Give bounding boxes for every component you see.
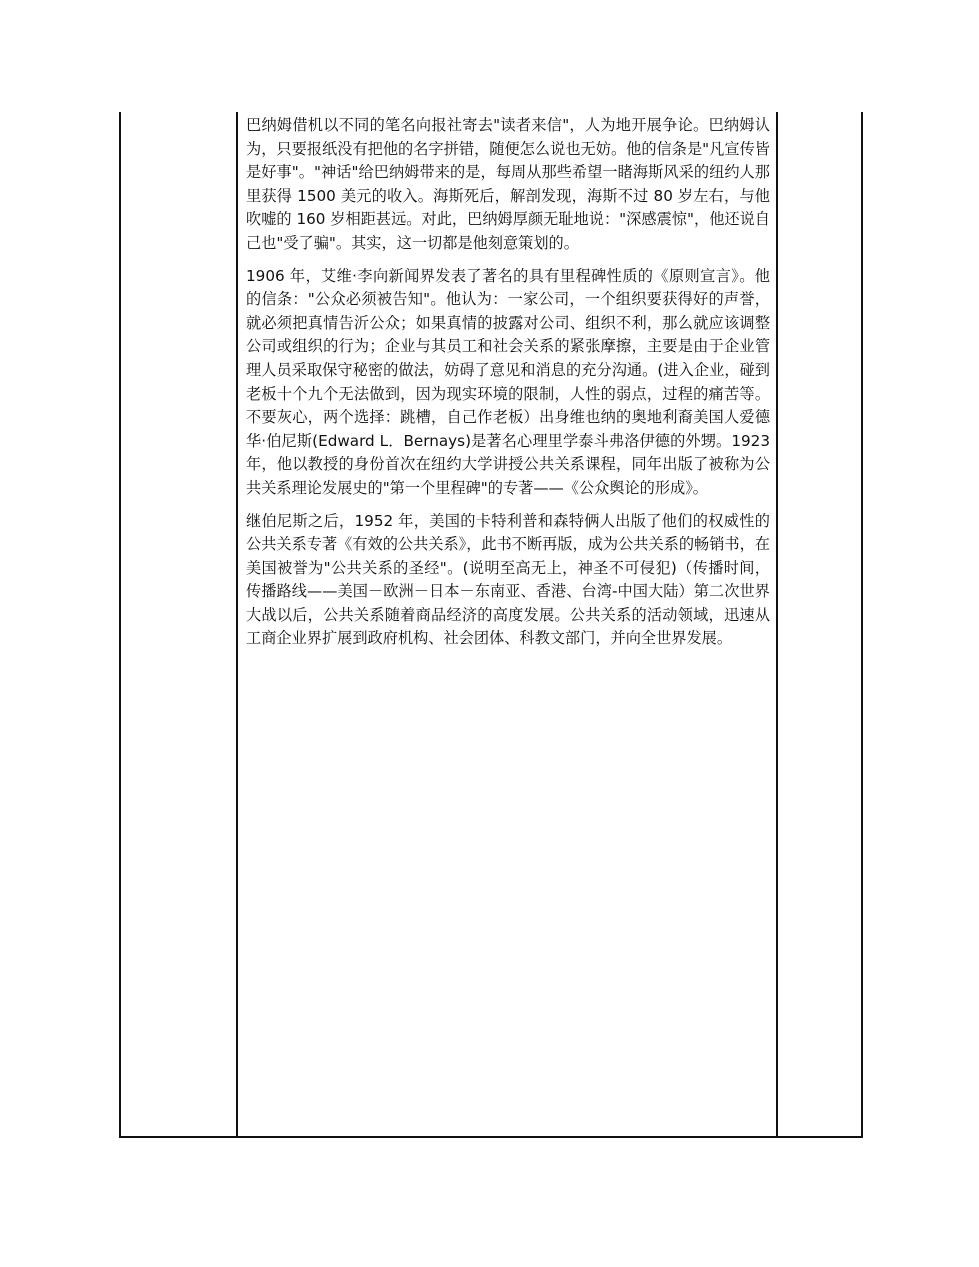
document-table [119, 112, 863, 1138]
content-cell [237, 112, 777, 1137]
paragraph-ivy-lee: 1906 年，艾维·李向新闻界发表了著名的具有里程碑性质的《原则宣言》。他的信条："公众必须被告知"。他认为：一家公司，一个组织要获得好的声誉，就必须把真情告沂公众；如果真情的披露对公司、组织不利，那么就应该调整公司或组织的行为；企业与其员工和社会关系的紧张摩擦，主要是由于企业管理人员采取保守秘密的做法，妨碍了意见和消息的充分沟通。(进入企业，碰到老板十个九个无法做到，因为现实环境的限制，人性的弱点，过程的痛苦等。不要灰心，两个选择：跳槽，自己作老板）出身维也纳的奥地利裔美国人爱德华·伯尼斯(Edward L．Bernays)是著名心理里学泰斗弗洛伊德的外甥。1923 年，他以教授的身份首次在纽约大学讲授公共关系课程，同年出版了被称为公共关系理论发展史的"第一个里程碑"的专著——《公众舆论的形成》。 [246, 266, 770, 497]
paragraph-barnum: 巴纳姆借机以不同的笔名向报社寄去"读者来信"，人为地开展争论。巴纳姆认为，只要报纸没有把他的名字拼错，随便怎么说也无妨。他的信条是"凡宣传皆是好事"。"神话"给巴纳姆带来的是，每周从那些希望一睹海斯风采的纽约人那里获得 1500 美元的收入。海斯死后，解剖发现，海斯不过 80 岁左右，与他吹嘘的 160 岁相距甚远。对此，巴纳姆厚颜无耻地说："深感震惊"，他还说自己也"受了骗"。其实，这一切都是他刻意策划的。 [246, 116, 770, 252]
paragraph-cutlip-center: 继伯尼斯之后，1952 年，美国的卡特利普和森特俩人出版了他们的权威性的公共关系专著《有效的公共关系》，此书不断再版，成为公共关系的畅销书，在美国被誉为"公共关系的圣经"。(说明至高无上，神圣不可侵犯)（传播时间，传播路线——美国－欧洲－日本－东南亚、香港、台湾-中国大陆）第二次世界大战以后，公共关系随着商品经济的高度发展。公共关系的活动领域，迅速从工商企业界扩展到政府机构、社会团体、科教文部门，并向全世界发展。 [246, 511, 770, 648]
right-cell [777, 112, 862, 1137]
table-row [120, 112, 862, 1137]
left-cell [120, 112, 237, 1137]
content-text-block [238, 112, 776, 651]
